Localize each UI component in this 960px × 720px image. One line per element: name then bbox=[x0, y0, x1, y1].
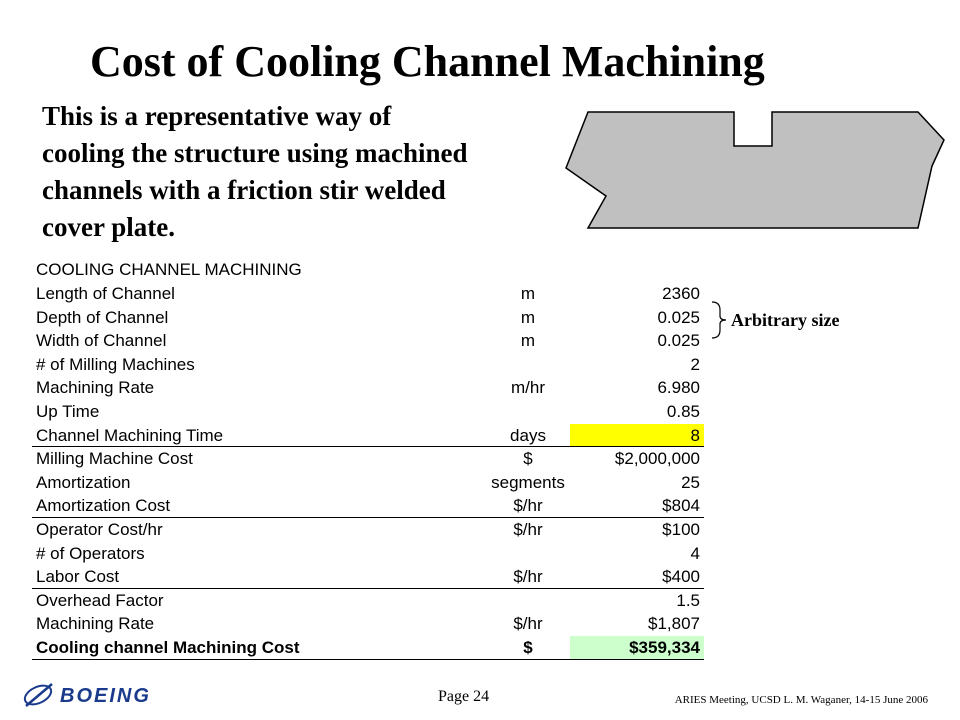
row-value: 2360 bbox=[662, 284, 700, 303]
row-label: Length of Channel bbox=[36, 284, 175, 303]
row-unit: m/hr bbox=[511, 378, 545, 398]
row-unit: $/hr bbox=[513, 614, 543, 634]
intro-line: cover plate. bbox=[42, 212, 175, 242]
boeing-logo-text: BOEING bbox=[60, 685, 151, 707]
row-value: 25 bbox=[681, 472, 700, 492]
table-row-total-cost bbox=[32, 636, 704, 660]
table-row bbox=[32, 400, 704, 424]
channel-cross-section-diagram bbox=[562, 108, 948, 232]
table-heading: COOLING CHANNEL MACHINING bbox=[36, 260, 302, 279]
row-unit: $/hr bbox=[513, 519, 543, 539]
row-unit: $ bbox=[523, 449, 533, 469]
channel-cross-section-shape bbox=[566, 112, 944, 228]
row-label: Machining Rate bbox=[36, 614, 155, 634]
table-row bbox=[32, 447, 704, 471]
row-value: 1.5 bbox=[676, 590, 700, 610]
table-row bbox=[32, 589, 704, 613]
row-label: Up Time bbox=[36, 401, 100, 421]
table-row bbox=[32, 376, 704, 400]
slide-title: Cost of Cooling Channel Machining bbox=[90, 37, 765, 86]
row-value: $804 bbox=[662, 496, 700, 516]
row-unit: $/hr bbox=[513, 567, 543, 587]
meeting-info: ARIES Meeting, UCSD L. M. Waganer, 14-15 June 2006 bbox=[674, 694, 928, 706]
cost-table bbox=[32, 258, 704, 660]
row-unit: m bbox=[520, 284, 536, 303]
row-unit: segments bbox=[491, 472, 565, 492]
page-number: Page 24 bbox=[438, 688, 490, 705]
row-unit: days bbox=[510, 425, 546, 445]
row-value: 2 bbox=[690, 354, 700, 374]
table-row-machining-time bbox=[32, 424, 704, 448]
table-row bbox=[32, 329, 704, 353]
row-value: 6.980 bbox=[657, 378, 700, 398]
row-label: Machining Rate bbox=[36, 378, 155, 398]
row-unit: $/hr bbox=[513, 496, 543, 516]
table-heading-row bbox=[32, 258, 704, 282]
row-label: Cooling channel Machining Cost bbox=[36, 637, 300, 657]
table-row bbox=[32, 565, 704, 589]
table-row bbox=[32, 542, 704, 566]
row-label: # of Operators bbox=[36, 543, 145, 563]
table-row bbox=[32, 518, 704, 542]
table-row bbox=[32, 494, 704, 518]
table-row bbox=[32, 471, 704, 495]
intro-line: channels with a friction stir welded bbox=[42, 175, 446, 205]
row-unit: $ bbox=[523, 637, 533, 657]
row-value: 4 bbox=[690, 543, 700, 563]
row-label: Labor Cost bbox=[36, 567, 120, 587]
curly-brace-icon bbox=[708, 300, 732, 340]
row-value: $400 bbox=[662, 567, 700, 587]
row-label: Width of Channel bbox=[36, 331, 167, 351]
row-value: $100 bbox=[662, 519, 700, 539]
row-value: 0.85 bbox=[666, 401, 700, 421]
row-value: 0.025 bbox=[657, 331, 700, 351]
table-row bbox=[32, 353, 704, 377]
row-label: Amortization bbox=[36, 472, 131, 492]
intro-line: This is a representative way of bbox=[42, 101, 392, 131]
table-row bbox=[32, 306, 704, 330]
row-value: $359,334 bbox=[629, 637, 700, 657]
table-row bbox=[32, 612, 704, 636]
row-unit: m bbox=[520, 331, 536, 351]
row-value: $2,000,000 bbox=[614, 449, 700, 469]
row-label: # of Milling Machines bbox=[36, 354, 195, 374]
arbitrary-size-note: Arbitrary size bbox=[731, 310, 840, 330]
table-row bbox=[32, 282, 704, 306]
row-label: Amortization Cost bbox=[36, 496, 171, 516]
row-label: Channel Machining Time bbox=[36, 425, 224, 445]
row-value: 0.025 bbox=[657, 307, 700, 327]
row-label: Operator Cost/hr bbox=[36, 519, 163, 539]
row-label: Milling Machine Cost bbox=[36, 449, 193, 469]
boeing-logo bbox=[16, 676, 176, 714]
row-unit: m bbox=[520, 307, 536, 327]
intro-text bbox=[42, 98, 562, 246]
row-label: Depth of Channel bbox=[36, 307, 169, 327]
row-value: 8 bbox=[690, 425, 700, 445]
intro-line: cooling the structure using machined bbox=[42, 138, 468, 168]
row-value: $1,807 bbox=[648, 614, 700, 634]
row-label: Overhead Factor bbox=[36, 590, 164, 610]
